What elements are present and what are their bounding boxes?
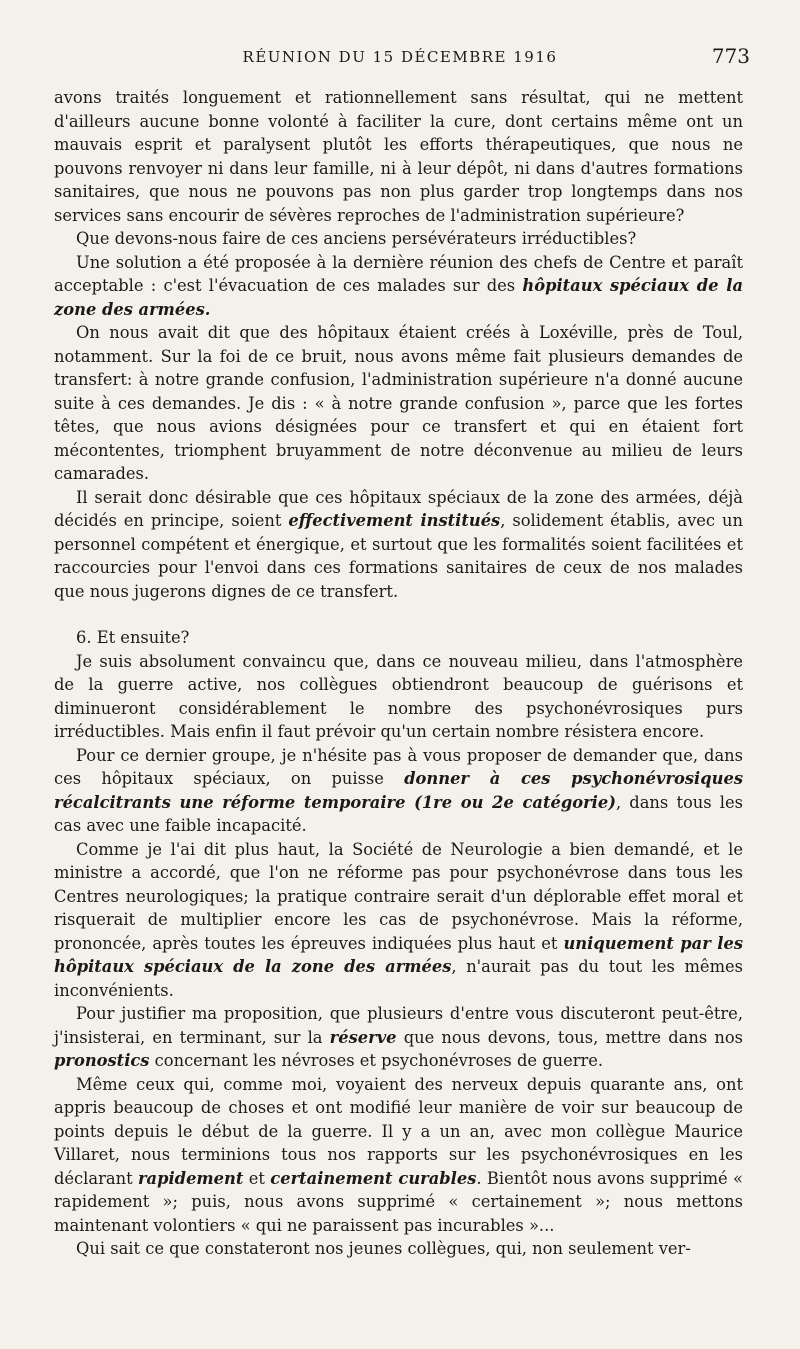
paragraph-10-text-c: . Bientôt nous avons supprimé « rapidement »; puis, nous avons supprimé « certainement »; nous mettons maintenant volontiers « qui ne paraissent pas incurables »...	[54, 1168, 743, 1235]
running-title: RÉUNION DU 15 DÉCEMBRE 1916	[242, 48, 558, 66]
paragraph-3	[54, 251, 743, 322]
paragraph-10-text-b: et	[243, 1168, 271, 1188]
paragraph-8-text-a: Comme je l'ai dit plus haut, la Société de Neurologie a bien demandé, et le ministre a accordé, que l'on ne réforme pas pour psychonévrose dans tous les Centres neurologiques; la pratique contraire serait d'un déplorable effet moral et risquerait de multiplier encore les cas de psychonévrose. Mais la réforme, prononcée, après toutes les épreuves indiquées plus haut et	[54, 839, 743, 953]
paragraph-2: Que devons-nous faire de ces anciens persévérateurs irréductibles?	[76, 229, 637, 248]
paragraph-9	[54, 1002, 743, 1073]
paragraph-9-emphasis-2: pronostics	[54, 1051, 150, 1070]
paragraph-1: avons traités longuement et rationnellement sans résultat, qui ne mettent d'ailleurs aucune bonne volonté à faciliter la cure, dont certains même ont un mauvais esprit et paralysent plutôt les efforts thérapeutiques, que nous ne pouvons renvoyer ni dans leur famille, ni à leur dépôt, ni dans d'autres formations sanitaires, que nous ne pouvons pas non plus garder trop longtemps dans nos services sans encourir de sévères reproches de l'administration supérieure?	[54, 88, 743, 225]
paragraph-9-text-b: que nous devons, tous, mettre dans nos	[396, 1027, 743, 1047]
paragraph-9-emphasis-1: réserve	[329, 1027, 397, 1047]
paragraph-10	[54, 1073, 743, 1238]
paragraph-11: Qui sait ce que constateront nos jeunes collègues, qui, non seulement ver-	[76, 1239, 691, 1258]
paragraph-10-emphasis-1: rapidement	[137, 1168, 244, 1188]
paragraph-10-text-a: Même ceux qui, comme moi, voyaient des nerveux depuis quarante ans, ont appris beaucoup de choses et ont modifié leur manière de voir sur beaucoup de points depuis le début de la guerre. Il y a un an, avec mon collègue Maurice Villaret, nous terminions tous nos rapports sur les psychonévrosiques en les déclarant	[54, 1074, 743, 1188]
paragraph-8	[54, 838, 743, 1003]
paragraph-8-emphasis: uniquement par les hôpitaux spéciaux de la zone des armées	[54, 933, 743, 976]
section-heading: 6. Et ensuite?	[76, 628, 190, 647]
paragraph-5-emphasis: effectivement institués	[288, 511, 501, 530]
paragraph-3-emphasis: hôpitaux spéciaux de la zone des armées.	[54, 276, 743, 319]
paragraph-5	[54, 486, 743, 604]
page-number: 773	[711, 44, 750, 68]
paragraph-7-text-a: Pour ce dernier groupe, je n'hésite pas à vous proposer de demander que, dans ces hôpitaux spéciaux, on puisse	[54, 745, 743, 788]
page-header	[50, 40, 750, 72]
paragraph-10-emphasis-2: certainement curables	[270, 1168, 477, 1188]
paragraph-7	[54, 744, 743, 838]
paragraph-8-text-b: , n'aurait pas du tout les mêmes inconvénients.	[54, 957, 744, 1000]
paragraph-4: On nous avait dit que des hôpitaux étaient créés à Loxéville, près de Toul, notamment. Sur la foi de ce bruit, nous avons même fait plusieurs demandes de transfert: à notre grande confusion, l'administration supérieure n'a donné aucune suite à ces demandes. Je dis : « à notre grande confusion », parce que les fortes têtes, que nous avions désignées pour ce transfert et qui en étaient fort mécontentes, triomphent bruyamment de notre déconvenue au milieu de leurs camarades.	[54, 323, 743, 483]
paragraph-5-text-b: , solidement établis, avec un personnel compétent et énergique, et surtout que les formalités soient facilitées et raccourcies pour l'envoi dans ces formations sanitaires de ceux de nos malades que nous jugerons dignes de ce transfert.	[54, 511, 744, 601]
paragraph-5-text-a: Il serait donc désirable que ces hôpitaux spéciaux de la zone des armées, déjà décidés en principe, soient	[54, 487, 743, 530]
body-text	[54, 86, 743, 1261]
paragraph-7-text-b: , dans tous les cas avec une faible incapacité.	[54, 792, 744, 835]
paragraph-7-emphasis: donner à ces psychonévrosiques récalcitrants une réforme temporaire (1re ou 2e catégorie)	[54, 769, 743, 812]
paragraph-3-text: Une solution a été proposée à la dernière réunion des chefs de Centre et paraît acceptable : c'est l'évacuation de ces malades sur des	[54, 252, 743, 295]
paragraph-9-text-a: Pour justifier ma proposition, que plusieurs d'entre vous discuteront peut-être, j'insisterai, en terminant, sur la	[54, 1004, 743, 1047]
paragraph-9-text-c: concernant les névroses et psychonévroses de guerre.	[149, 1051, 604, 1070]
paragraph-6: Je suis absolument convaincu que, dans ce nouveau milieu, dans l'atmosphère de la guerre active, nos collègues obtiendront beaucoup de guérisons et diminueront considérablement le nombre des psychonévrosiques purs irréductibles. Mais enfin il faut prévoir qu'un certain nombre résistera encore.	[54, 651, 743, 741]
